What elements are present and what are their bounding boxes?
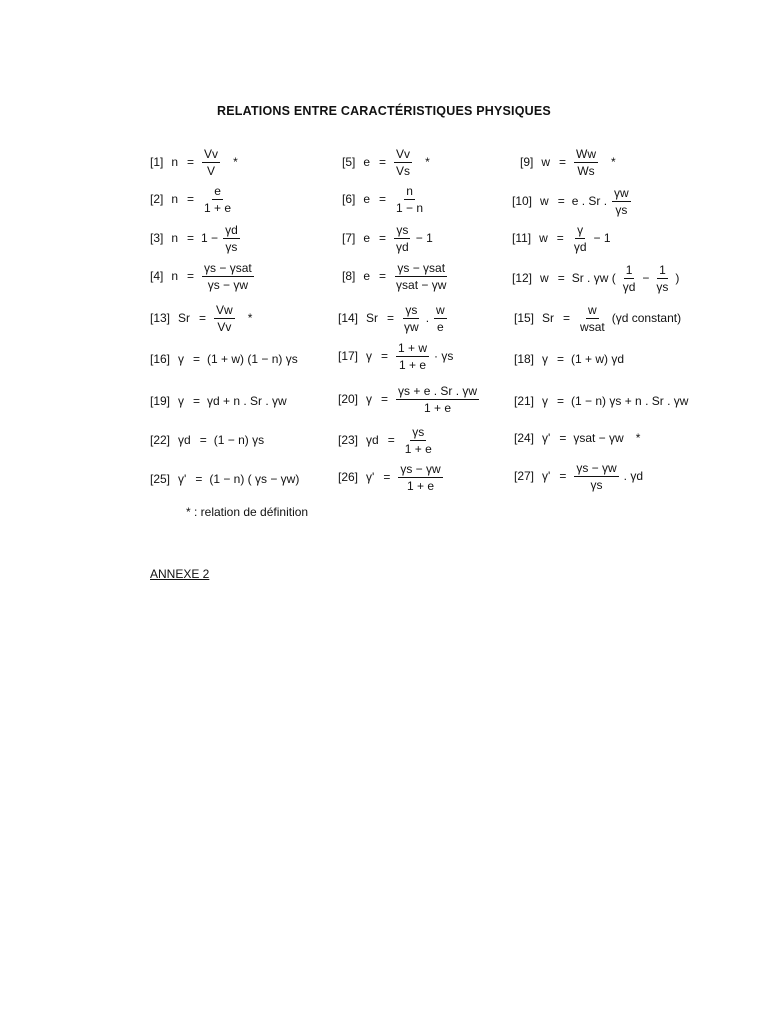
equals-sign: = (381, 349, 389, 363)
equation-lhs: γ' (542, 431, 551, 445)
fraction (402, 304, 421, 333)
equation-number: [13] (150, 311, 171, 325)
equation-lhs: Sr (366, 311, 379, 325)
equation-term: . (425, 311, 430, 325)
equation-number: [6] (342, 192, 356, 206)
fraction (214, 304, 235, 333)
equation (150, 261, 257, 291)
equals-sign: = (387, 433, 395, 447)
fraction (612, 187, 631, 216)
equation-number: [7] (342, 231, 356, 245)
equation (150, 184, 236, 214)
fraction-denominator: Vv (217, 319, 232, 334)
equation-number: [26] (338, 470, 359, 484)
equation-number: [24] (514, 431, 535, 445)
equals-sign: = (379, 155, 387, 169)
equals-sign: = (199, 433, 207, 447)
equation-term: (1 − n) γs (213, 433, 265, 447)
fraction-denominator: 1 + e (404, 441, 432, 456)
equation-term: . γd (623, 469, 644, 483)
equation-number: [11] (512, 231, 532, 245)
equation (514, 386, 690, 416)
equation-lhs: γd (178, 433, 191, 447)
equals-sign: = (383, 470, 391, 484)
equation-lhs: n (171, 269, 179, 283)
equation-number: [16] (150, 352, 171, 366)
definition-marker: * (247, 311, 253, 325)
fraction (572, 224, 589, 253)
fraction (202, 185, 233, 214)
fraction (394, 224, 411, 253)
fraction-numerator: γw (614, 185, 629, 200)
fraction-numerator: n (406, 183, 413, 198)
equation-term: γd + n . Sr . γw (207, 394, 287, 408)
fraction (394, 185, 425, 214)
equals-sign: = (187, 155, 195, 169)
equation (342, 261, 451, 291)
fraction (398, 463, 442, 492)
equation (512, 223, 613, 253)
fraction-denominator: 1 + e (399, 357, 427, 372)
equation-number: [27] (514, 469, 535, 483)
equals-sign: = (193, 352, 201, 366)
equation-lhs: γ (178, 394, 185, 408)
footnote: * : relation de définition (186, 505, 309, 519)
equation (342, 184, 428, 214)
fraction-numerator: w (588, 302, 597, 317)
fraction-denominator: γs (590, 477, 603, 492)
fraction (202, 148, 220, 177)
equation-lhs: γ' (178, 472, 187, 486)
equals-sign: = (387, 311, 395, 325)
fraction-denominator: γd (573, 239, 587, 254)
fraction-numerator: γ (577, 222, 584, 237)
fraction-denominator: γs (225, 239, 238, 254)
equation-lhs: w (540, 271, 549, 285)
fraction-numerator: Vv (396, 146, 411, 161)
equals-sign: = (557, 394, 565, 408)
equation (150, 344, 300, 374)
equals-sign: = (187, 231, 195, 245)
fraction-denominator: wsat (580, 319, 605, 334)
fraction (394, 148, 412, 177)
equals-sign: = (557, 194, 565, 208)
fraction (578, 304, 607, 333)
equation-number: [8] (342, 269, 356, 283)
equation-lhs: e (363, 231, 371, 245)
equation-number: [19] (150, 394, 171, 408)
equation-lhs: n (171, 231, 179, 245)
definition-marker: * (635, 431, 641, 445)
equation-term: − (642, 271, 650, 285)
equation (338, 462, 446, 492)
equals-sign: = (559, 469, 567, 483)
equation-number: [20] (338, 392, 359, 406)
equals-sign: = (557, 271, 565, 285)
equation (520, 147, 616, 177)
fraction-denominator: γs (615, 202, 628, 217)
fraction-denominator: 1 + e (424, 400, 452, 415)
equation-number: [2] (150, 192, 164, 206)
equation (514, 344, 626, 374)
equation-lhs: e (363, 155, 371, 169)
fraction-denominator: 1 + e (406, 478, 435, 493)
fraction (574, 462, 618, 491)
equals-sign: = (559, 155, 567, 169)
equation (338, 425, 437, 455)
equation-lhs: γ (542, 352, 549, 366)
equals-sign: = (557, 352, 565, 366)
equation-lhs: w (539, 231, 548, 245)
equation (342, 147, 430, 177)
equation-number: [22] (150, 433, 171, 447)
equation-term: e . Sr . (571, 194, 608, 208)
equation (150, 303, 252, 333)
fraction (574, 148, 598, 177)
fraction (396, 342, 429, 371)
fraction-numerator: 1 (659, 262, 666, 277)
equals-sign: = (187, 269, 195, 283)
equation-number: [4] (150, 269, 164, 283)
equals-sign: = (381, 392, 389, 406)
fraction-denominator: e (437, 319, 444, 334)
page-title: RELATIONS ENTRE CARACTÉRISTIQUES PHYSIQUES (217, 104, 551, 118)
equation-number: [18] (514, 352, 535, 366)
fraction-numerator: 1 (625, 262, 633, 277)
fraction-numerator: γs − γsat (397, 260, 446, 275)
equals-sign: = (193, 394, 201, 408)
equation-number: [15] (514, 311, 535, 325)
equation-number: [9] (520, 155, 534, 169)
equation (150, 386, 289, 416)
equation-lhs: w (541, 155, 551, 169)
fraction-denominator: 1 + e (204, 200, 232, 215)
fraction (621, 264, 638, 293)
fraction-denominator: 1 − n (396, 200, 424, 215)
equation (514, 423, 640, 453)
equals-sign: = (563, 311, 571, 325)
equation-number: [10] (512, 194, 533, 208)
equals-sign: = (556, 231, 564, 245)
fraction-numerator: γs − γsat (204, 260, 252, 275)
fraction-numerator: γs (396, 222, 409, 237)
equation-lhs: e (363, 269, 371, 283)
equation-lhs: γ (542, 394, 549, 408)
fraction-denominator: V (207, 163, 216, 178)
equation-lhs: w (540, 194, 549, 208)
equation-number: [12] (512, 271, 533, 285)
equals-sign: = (559, 431, 567, 445)
fraction-denominator: γs (656, 279, 669, 294)
fraction (434, 304, 447, 333)
equation-term: − 1 (593, 231, 611, 245)
equation-lhs: Sr (178, 311, 191, 325)
fraction-denominator: γd (622, 279, 636, 294)
fraction (396, 385, 479, 414)
equation-lhs: γ (366, 349, 373, 363)
equation-lhs: n (171, 192, 179, 206)
fraction-denominator: γw (404, 319, 419, 334)
equation-term: (1 + w) (1 − n) γs (207, 352, 298, 366)
equals-sign: = (379, 269, 387, 283)
equation-term: (1 + w) γd (571, 352, 625, 366)
equation (342, 223, 435, 253)
fraction (403, 426, 434, 455)
equation-number: [17] (338, 349, 359, 363)
fraction-denominator: γs − γw (207, 277, 249, 292)
equation-lhs: γd (366, 433, 379, 447)
fraction (654, 264, 670, 293)
fraction-denominator: Vs (396, 163, 411, 178)
equation-number: [14] (338, 311, 359, 325)
definition-marker: * (233, 155, 238, 169)
fraction-numerator: γs (405, 302, 418, 317)
equation-number: [3] (150, 231, 164, 245)
equation-lhs: γ (178, 352, 185, 366)
equation-term: (γd constant) (611, 311, 682, 325)
equation (512, 263, 681, 293)
equation (150, 425, 266, 455)
fraction-numerator: γs (412, 424, 425, 439)
fraction-denominator: Ws (577, 163, 595, 178)
equals-sign: = (199, 311, 207, 325)
equation (150, 223, 243, 253)
definition-marker: * (611, 155, 616, 169)
fraction-numerator: γd (225, 222, 238, 237)
equation-lhs: γ' (542, 469, 551, 483)
fraction-numerator: w (436, 302, 445, 317)
equation-number: [5] (342, 155, 356, 169)
equation-term: − 1 (415, 231, 433, 245)
fraction-denominator: γd (396, 239, 409, 254)
equals-sign: = (379, 192, 387, 206)
equation (514, 461, 645, 491)
equals-sign: = (379, 231, 387, 245)
equation-term: · γs (434, 349, 454, 363)
fraction-numerator: 1 + w (398, 340, 428, 355)
equation-number: [23] (338, 433, 359, 447)
fraction-denominator: γsat − γw (396, 277, 447, 292)
equation-lhs: γ' (366, 470, 375, 484)
equation-term: (1 − n) ( γs − γw) (209, 472, 300, 486)
equation-number: [25] (150, 472, 171, 486)
equation-number: [1] (150, 155, 164, 169)
fraction-numerator: e (214, 183, 221, 198)
equation (150, 147, 238, 177)
fraction (223, 224, 240, 253)
fraction (394, 262, 448, 291)
fraction-numerator: γs − γw (576, 460, 617, 475)
equation (150, 464, 301, 494)
equation-term: (1 − n) γs + n . Sr . γw (571, 394, 689, 408)
equation-lhs: Sr (542, 311, 555, 325)
equation-term: Sr . γw ( (571, 271, 616, 285)
equation-number: [21] (514, 394, 535, 408)
equation (338, 384, 482, 414)
fraction-numerator: γs + e . Sr . γw (398, 383, 478, 398)
definition-marker: * (425, 155, 430, 169)
equation-lhs: n (171, 155, 179, 169)
equation-lhs: γ (366, 392, 373, 406)
equation (512, 186, 634, 216)
equation-term: ) (675, 271, 680, 285)
equation-term: 1 − (201, 231, 219, 245)
fraction-numerator: γs − γw (400, 461, 441, 476)
equation (514, 303, 683, 333)
equation (338, 303, 450, 333)
equation (338, 341, 455, 371)
annexe-label: ANNEXE 2 (150, 567, 210, 581)
fraction (202, 262, 254, 291)
fraction-numerator: Vw (216, 302, 233, 317)
equation-term: γsat − γw (573, 431, 624, 445)
equation-lhs: e (363, 192, 371, 206)
equals-sign: = (187, 192, 195, 206)
equals-sign: = (195, 472, 203, 486)
fraction-numerator: Ww (576, 146, 597, 161)
fraction-numerator: Vv (204, 146, 219, 161)
